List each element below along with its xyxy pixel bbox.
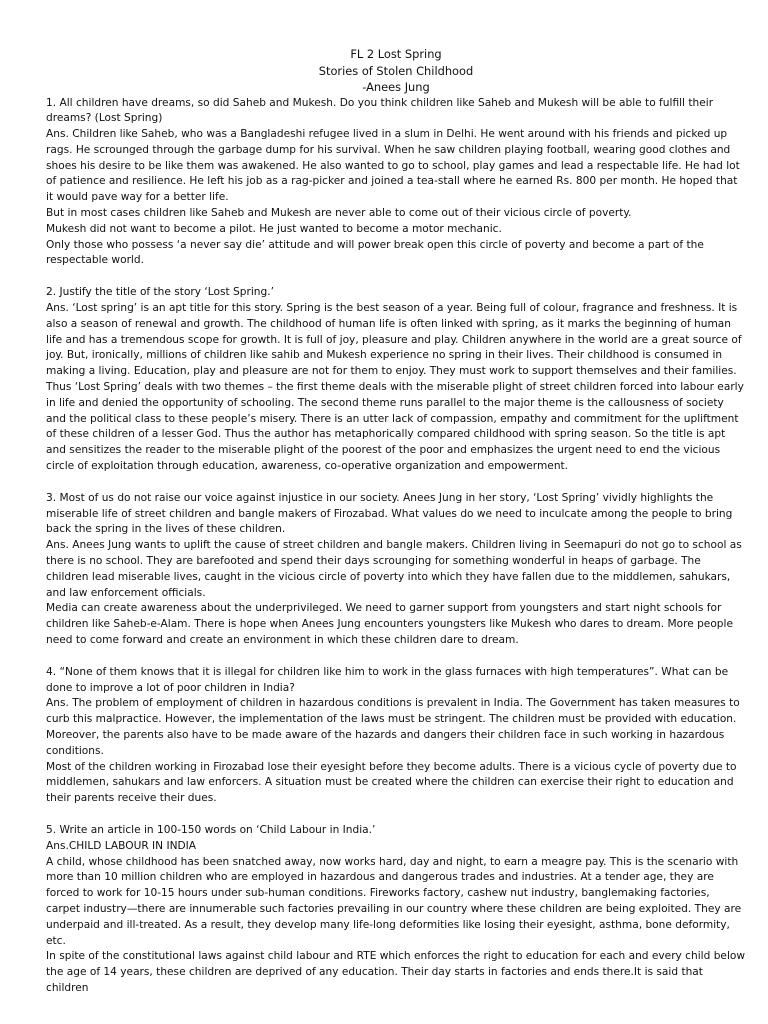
question-1-section [46, 96, 746, 270]
question-3-section [46, 491, 746, 649]
document-title: FL 2 Lost Spring [350, 47, 442, 61]
answer-3-paragraph-1: Ans. Anees Jung wants to uplift the cause of street children and bangle makers. Children living in Seemapuri do not go to school as there is no school. They are barefooted and spend their days scrounging for something wonderful in heaps of garbage. The children lead miserable lives, caught in the vicious circle of poverty into which they have fallen due to the middlemen, sahukars, and law enforcement officials. [46, 539, 742, 599]
answer-5-paragraph-2: In spite of the constitutional laws against child labour and RTE which enforces the right to education for each and every child below the age of 14 years, these children are deprived of any education. Their day starts in factories and ends there.It is said that children [46, 950, 746, 994]
question-4-section [46, 665, 746, 807]
answer-5-paragraph-1: A child, whose childhood has been snatched away, now works hard, day and night, to earn a meagre pay. This is the scenario with more than 10 million children who are employed in hazardous and dangerous trades and industries. At a tender age, they are forced to work for 10-15 hours under sub-human conditions. Fireworks factory, cashew nut industry, banglemaking factories, carpet industry—there are innumerable such factories prevailing in our country where these children are being exploited. They are underpaid and ill-treated. As a result, they develop many life-long deformities like losing their eyesight, asthma, bone deformity, etc. [46, 855, 742, 947]
question-1-text: 1. All children have dreams, so did Saheb and Mukesh. Do you think children like Saheb and Mukesh will be able to fulfill their dreams? (Lost Spring) [46, 96, 714, 125]
answer-5-heading: Ans.CHILD LABOUR IN INDIA [46, 839, 197, 852]
document-author: -Anees Jung [362, 80, 430, 94]
question-4-text: 4. “None of them knows that it is illegal for children like him to work in the glass furnaces with high temperatures”. What can be done to improve a lot of poor children in India? [46, 665, 729, 694]
answer-2-paragraph-2: Thus ‘Lost Spring’ deals with two themes – the first theme deals with the miserable plight of street children forced into labour early in life and denied the opportunity of schooling. The second theme runs parallel to the major theme is the callousness of society and the political class to these people’s misery. There is an utter lack of compassion, empathy and commitment for the upliftment of these children of a lesser God. Thus the author has metaphorically compared childhood with spring season. So the title is apt and sensitizes the reader to the miserable plight of the poorest of the poor and emphasizes the urgent need to end the vicious circle of exploitation through education, awareness, co-operative organization and empowerment. [46, 381, 744, 473]
section-spacer [46, 269, 746, 285]
answer-1-paragraph-4: Only those who possess ‘a never say die’ attitude and will power break open this circle of poverty and become a part of the respectable world. [46, 238, 704, 267]
question-2-text: 2. Justify the title of the story ‘Lost Spring.’ [46, 286, 274, 299]
answer-4-paragraph-1: Ans. The problem of employment of children in hazardous conditions is prevalent in India. The Government has taken measures to curb this malpractice. However, the implementation of the laws must be stringent. The children must be provided with education. Moreover, the parents also have to be made aware of the hazards and dangers their children face in such working in hazardous conditions. [46, 697, 740, 757]
answer-2-paragraph-1: Ans. ‘Lost spring’ is an apt title for this story. Spring is the best season of a year. Being full of colour, fragrance and freshness. It is also a season of renewal and growth. The childhood of human life is often linked with spring, as it marks the beginning of human life and has a tremendous scope for growth. It is full of joy, pleasure and play. Children anywhere in the world are a great source of joy. But, ironically, millions of children like sahib and Mukesh experience no spring in their lives. Their childhood is consumed in making a living. Education, play and pleasure are not for them to enjoy. They must work to support themselves and their families. [46, 302, 742, 378]
answer-1-paragraph-3: Mukesh did not want to become a pilot. He just wanted to become a motor mechanic. [46, 222, 502, 235]
section-spacer [46, 475, 746, 491]
question-3-text: 3. Most of us do not raise our voice against injustice in our society. Anees Jung in her story, ‘Lost Spring’ vividly highlights the miserable life of street children and bangle makers of Firozabad. What values do we need to inculcate among the people to bring back the spring in the lives of these children. [46, 491, 733, 536]
question-2-section [46, 285, 746, 475]
answer-1-paragraph-1: Ans. Children like Saheb, who was a Bangladeshi refugee lived in a slum in Delhi. He went around with his friends and picked up rags. He scrounged through the garbage dump for his survival. When he saw children playing football, wearing good clothes and shoes his desire to be like them was awakened. He also wanted to go to school, play games and lead a respectable life. He had lot of patience and resilience. He left his job as a rag-picker and joined a tea-stall where he earned Rs. 800 per month. He hoped that it would pave way for a better life. [46, 128, 740, 204]
section-spacer [46, 807, 746, 823]
document-header [46, 46, 746, 96]
document-subtitle: Stories of Stolen Childhood [318, 63, 474, 78]
answer-4-paragraph-2: Most of the children working in Firozabad lose their eyesight before they become adults. There is a vicious cycle of poverty due to middlemen, sahukars and law enforcers. A situation must be created where the children can exercise their right to education and their parents receive their dues. [46, 760, 737, 805]
answer-3-paragraph-2: Media can create awareness about the underprivileged. We need to garner support from youngsters and start night schools for children like Saheb-e-Alam. There is hope when Anees Jung encounters youngsters like Mukesh who dares to dream. More people need to come forward and create an environment in which these children dare to dream. [46, 602, 733, 646]
question-5-text: 5. Write an article in 100-150 words on ‘Child Labour in India.’ [46, 823, 376, 836]
question-5-section [46, 823, 746, 997]
answer-1-paragraph-2: But in most cases children like Saheb and Mukesh are never able to come out of their vicious circle of poverty. [46, 207, 632, 220]
section-spacer [46, 649, 746, 665]
